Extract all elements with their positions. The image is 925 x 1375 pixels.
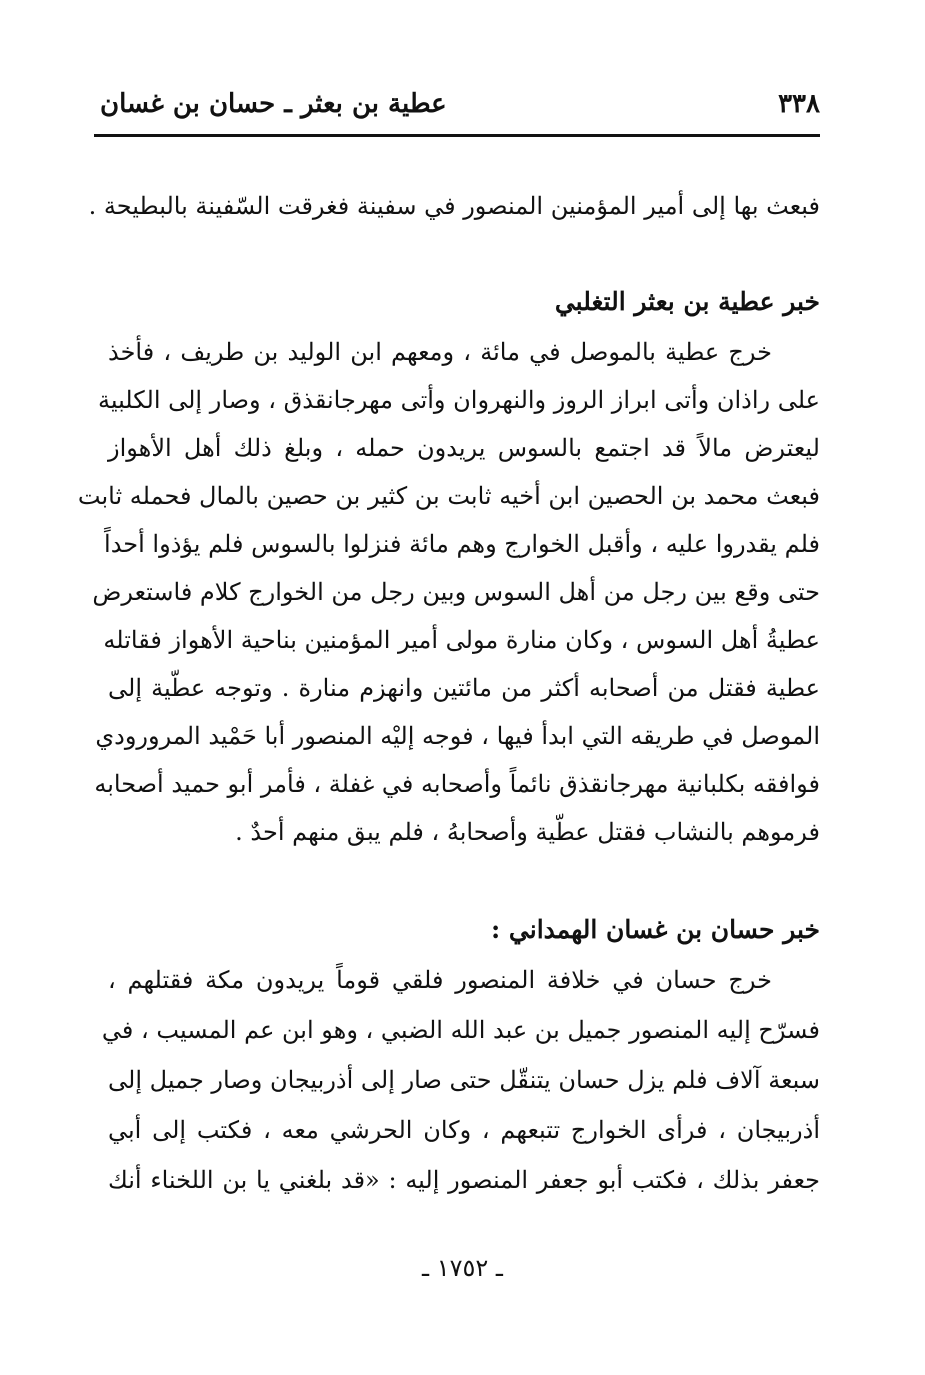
- section-heading-hassan: خبر حسان بن غسان الهمداني :: [490, 915, 820, 944]
- body-line: فوافقه بكلبانية مهرجانقذق نائماً وأصحابه في غفلة ، فأمر أبو حميد أصحابه: [94, 770, 820, 798]
- body-line: خرج عطية بالموصل في مائة ، ومعهم ابن الوليد بن طريف ، فأخذ: [108, 338, 772, 366]
- body-line: خرج حسان في خلافة المنصور فلقي قوماً يريدون مكة فقتلهم ،: [108, 966, 772, 994]
- body-line: على راذان وأتى ابراز الروز والنهروان وأتى مهرجانقذق ، وصار إلى الكلبية: [97, 386, 820, 414]
- running-title: عطية بن بعثر ـ حسان بن غسان: [100, 89, 447, 119]
- body-line: الموصل في طريقه التي ابدأ فيها ، فوجه إليْه المنصور أبا حَمْيد المرورودي: [95, 722, 820, 750]
- folio-number: ـ ١٧٥٢ ـ: [422, 1254, 503, 1282]
- body-line: أذربيجان ، فرأى الخوارج تتبعهم ، وكان الحرشي معه ، فكتب إلى أبي: [108, 1116, 820, 1144]
- body-line: حتى وقع بين رجل من أهل السوس وبين رجل من الخوارج كلام فاستعرض: [92, 578, 820, 606]
- body-line: عطيةُ أهل السوس ، وكان منارة مولى أمير المؤمنين بناحية الأهواز فقاتله: [103, 626, 820, 654]
- body-line: سبعة آلاف فلم يزل حسان يتنقّل حتى صار إلى أذربيجان وصار جميل إلى: [108, 1066, 820, 1094]
- intro-line: فبعث بها إلى أمير المؤمنين المنصور في سفينة فغرقت السّفينة بالبطيحة .: [88, 192, 820, 220]
- body-line: عطية فقتل من أصحابه أكثر من مائتين وانهزم منارة . وتوجه عطّية إلى: [108, 674, 820, 702]
- body-line: فرموهم بالنشاب فقتل عطّية وأصحابهُ ، فلم يبق منهم أحدٌ .: [235, 818, 820, 846]
- body-line: فسرّح إليه المنصور جميل بن عبد الله الضبي ، وهو ابن عم المسيب ، في: [101, 1016, 820, 1044]
- running-header: [100, 82, 820, 126]
- header-rule: [94, 134, 820, 137]
- section-heading-atiyya: خبر عطية بن بعثر التغلبي: [554, 287, 820, 316]
- body-line: فبعث محمد بن الحصين ابن أخيه ثابت بن كثير بن حصين بالمال فحمله ثابت: [77, 482, 820, 510]
- body-line: فلم يقدروا عليه ، وأقبل الخوارج وهم مائة فنزلوا بالسوس فلم يؤذوا أحداً: [104, 530, 820, 558]
- body-line: جعفر بذلك ، فكتب أبو جعفر المنصور إليه : «قد بلغني يا بن اللخناء أنك: [108, 1166, 820, 1194]
- page-number: ٣٣٨: [778, 89, 820, 119]
- body-line: ليعترض مالاً قد اجتمع بالسوس يريدون حمله ، وبلغ ذلك أهل الأهواز: [108, 434, 820, 462]
